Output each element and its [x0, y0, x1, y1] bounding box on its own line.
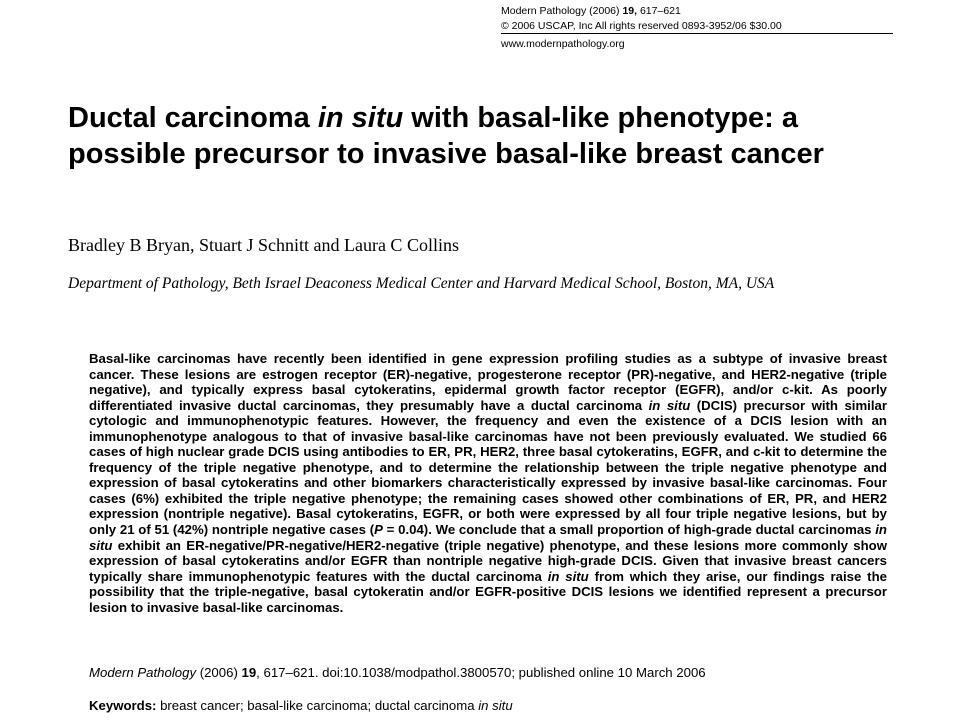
title-italic: in situ	[317, 102, 404, 134]
citation	[89, 665, 889, 680]
journal-pages: 617–621	[639, 5, 681, 17]
abstract-italic-2: in situ	[89, 522, 887, 553]
keywords	[89, 698, 889, 713]
journal-year: (2006)	[589, 5, 620, 17]
citation-year: (2006)	[196, 665, 242, 680]
journal-volume: 19,	[622, 5, 638, 17]
citation-rest: , 617–621. doi:10.1038/modpathol.3800570; published online 10 March 2006	[256, 665, 706, 680]
abstract-text-3: = 0.04). We conclude that a small proportion of high-grade ductal carcinomas	[382, 522, 876, 538]
abstract-italic-1: in situ	[648, 397, 691, 413]
abstract-text-2: (DCIS) precursor with similar cytologic and immunophenotypic features. However, the frequency and even the existence of a DCIS lesion with an immunophenotype analogous to that of invasive basal-like carcinomas have not been previously evaluated. We studied 66 cases of high nuclear grade DCIS using antibodies to ER, PR, HER2, three basal cytokeratins, EGFR, and c-kit to determine the frequency of the triple negative phenotype, and to determine the relationship between the triple negative phenotype and expression of basal cytokeratins and other biomarkers characteristically expressed by invasive basal-like carcinomas. Four cases (6%) exhibited the triple negative phenotype; the remaining cases showed other combinations of ER, PR, and HER2 expression (nontriple negative). Basal cytokeratins, EGFR, or both were expressed by all four triple negative lesions, but by only 21 of 51 (42%) nontriple negative cases (	[89, 397, 887, 538]
abstract-italic-3: in situ	[547, 568, 589, 584]
journal-name: Modern Pathology	[501, 5, 587, 17]
authors: Bradley B Bryan, Stuart J Schnitt and Laura C Collins	[68, 235, 459, 255]
abstract	[89, 351, 887, 615]
paper-title	[68, 100, 828, 172]
copyright-text: © 2006 USCAP, Inc All rights reserved 0893-3952/06 $30.00	[501, 20, 782, 32]
journal-website: www.modernpathology.org	[501, 38, 625, 50]
journal-citation-line	[501, 4, 893, 18]
keywords-label: Keywords:	[89, 698, 157, 713]
abstract-text-1: Basal-like carcinomas have recently been identified in gene expression profiling studies as a subtype of invasive breast cancer. These lesions are estrogen receptor (ER)-negative, progesterone receptor (PR)-negative, and HER2-negative (triple negative), and typically express basal cytokeratins, epidermal growth factor receptor (EGFR), and/or c-kit. As poorly differentiated invasive ductal carcinomas, they presumably have a ductal carcinoma	[89, 351, 887, 413]
citation-journal: Modern Pathology	[89, 665, 197, 680]
copyright-line	[501, 19, 893, 34]
affiliation: Department of Pathology, Beth Israel Deaconess Medical Center and Harvard Medical School, Boston, MA, USA	[68, 275, 775, 292]
keywords-italic: in situ	[478, 698, 513, 713]
title-part1: Ductal carcinoma	[68, 102, 318, 134]
abstract-text-4: exhibit an ER-negative/PR-negative/HER2-negative (triple negative) phenotype, and these lesions more commonly show expression of basal cytokeratins and/or EGFR than nontriple negative high-grade DCIS. Given that invasive breast cancers typically share immunophenotypic features with the ductal carcinoma	[89, 537, 887, 584]
journal-header	[501, 4, 893, 51]
abstract-p-value: P	[374, 522, 383, 538]
citation-volume: 19	[241, 665, 257, 680]
keywords-items: breast cancer; basal-like carcinoma; ductal carcinoma	[156, 698, 479, 713]
abstract-text-5: from which they arise, our findings raise the possibility that the triple-negative, basal cytokeratin and/or EGFR-positive DCIS lesions we identified represent a precursor lesion to invasive basal-like carcinomas.	[89, 568, 887, 615]
title-part2: with basal-like phenotype: a possible precursor to invasive basal-like breast cancer	[68, 102, 824, 170]
